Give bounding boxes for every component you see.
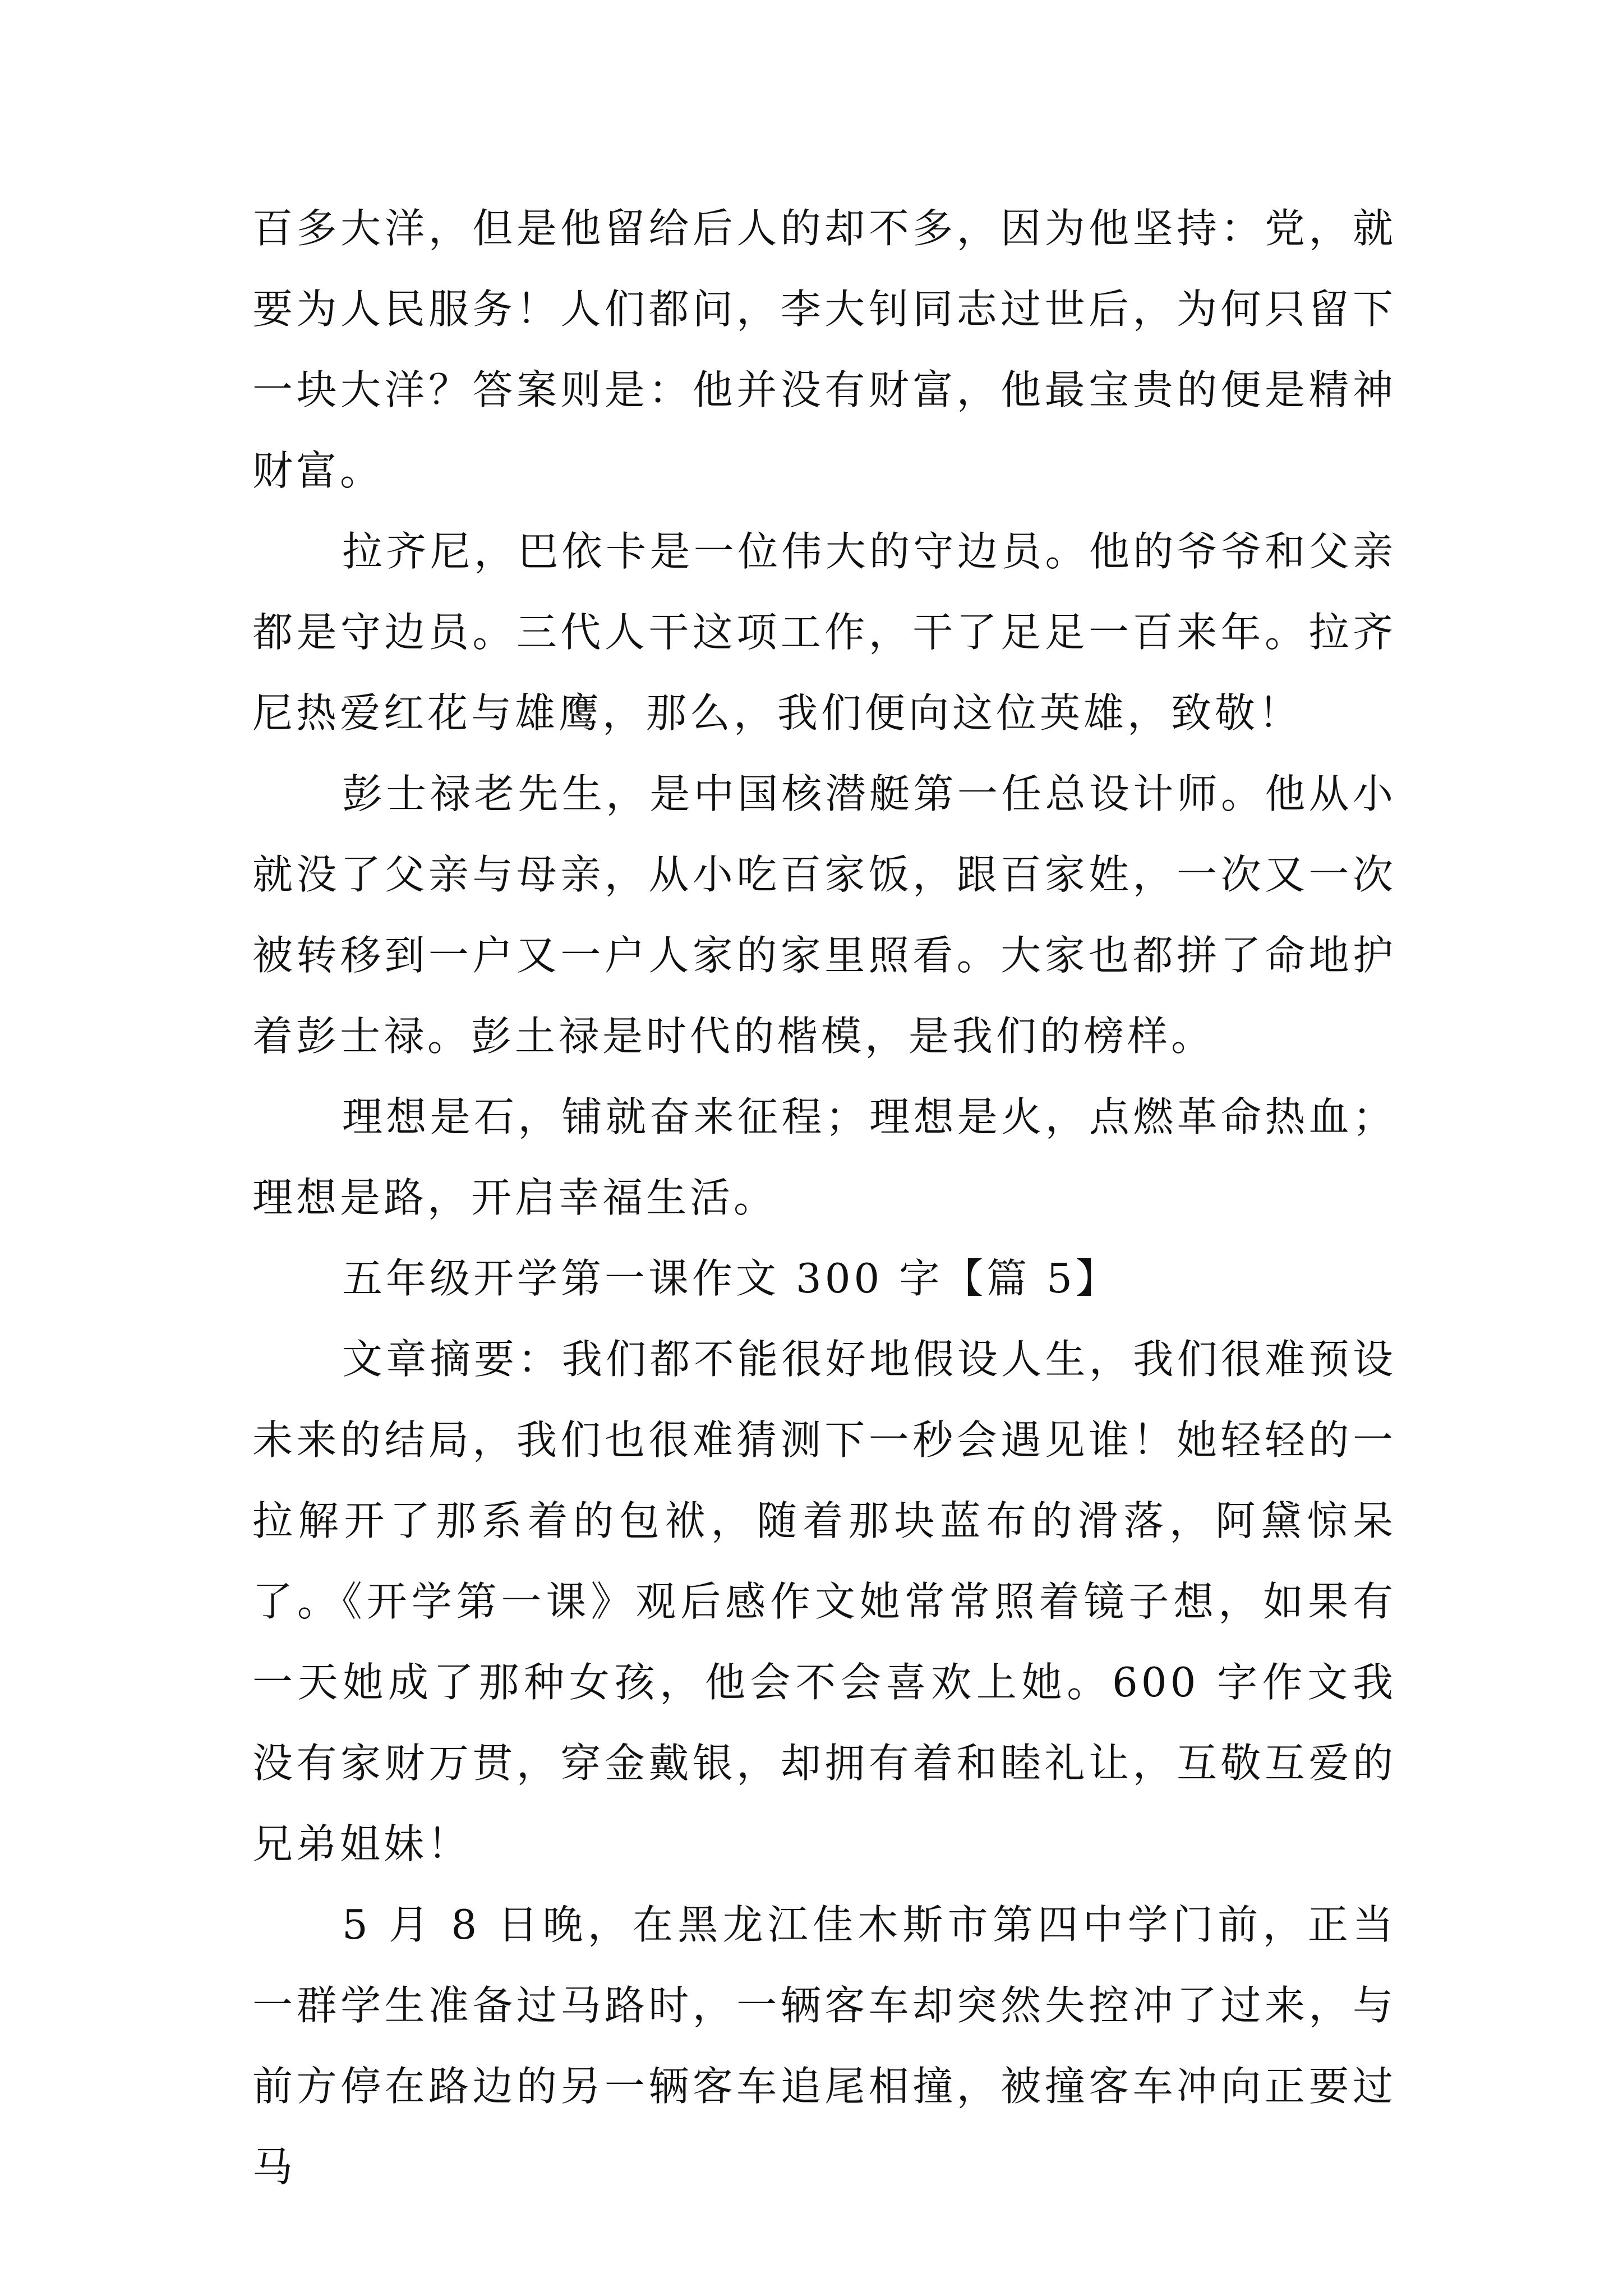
paragraph-li-dazhao: 百多大洋，但是他留给后人的却不多，因为他坚持：党，就要为人民服务！人们都问，李大钊同志过世后，为何只留下一块大洋？答案则是：他并没有财富，他最宝贵的便是精神财富。 [252, 205, 1396, 494]
paragraph-peng-shilu: 彭士禄老先生，是中国核潜艇第一任总设计师。他从小就没了父亲与母亲，从小吃百家饭，跟百家姓，一次又一次被转移到一户又一户人家的家里照看。大家也都拼了命地护着彭士禄。彭土禄是时代的楷模，是我们的榜样。 [252, 770, 1396, 1060]
document-body [252, 188, 1396, 2207]
paragraph-ideal: 理想是石，铺就奋来征程；理想是火，点燃革命热血；理想是路，开启幸福生活。 [252, 1093, 1396, 1221]
paragraph-may-8: 5 月 8 日晚，在黑龙江佳木斯市第四中学门前，正当一群学生准备过马路时，一辆客车却突然失控冲了过来，与前方停在路边的另一辆客车追尾相撞，被撞客车冲向正要过马 [252, 1901, 1396, 2191]
paragraph-laqini: 拉齐尼，巴依卡是一位伟大的守边员。他的爷爷和父亲都是守边员。三代人干这项工作，干了足足一百来年。拉齐尼热爱红花与雄鹰，那么，我们便向这位英雄，致敬！ [252, 528, 1396, 737]
section-heading: 五年级开学第一课作文 300 字【篇 5】 [342, 1255, 1119, 1302]
paragraph-abstract: 文章摘要：我们都不能很好地假设人生，我们很难预设未来的结局，我们也很难猜测下一秒会遇见谁！她轻轻的一拉解开了那系着的包袱，随着那块蓝布的滑落，阿黛惊呆了。《开学第一课》观后感作文她常常照着镜子想，如果有一天她成了那种女孩，他会不会喜欢上她。600 字作文我没有家财万贯，穿金戴银，却拥有着和睦礼让，互敬互爱的兄弟姐妹！ [252, 1336, 1396, 1867]
